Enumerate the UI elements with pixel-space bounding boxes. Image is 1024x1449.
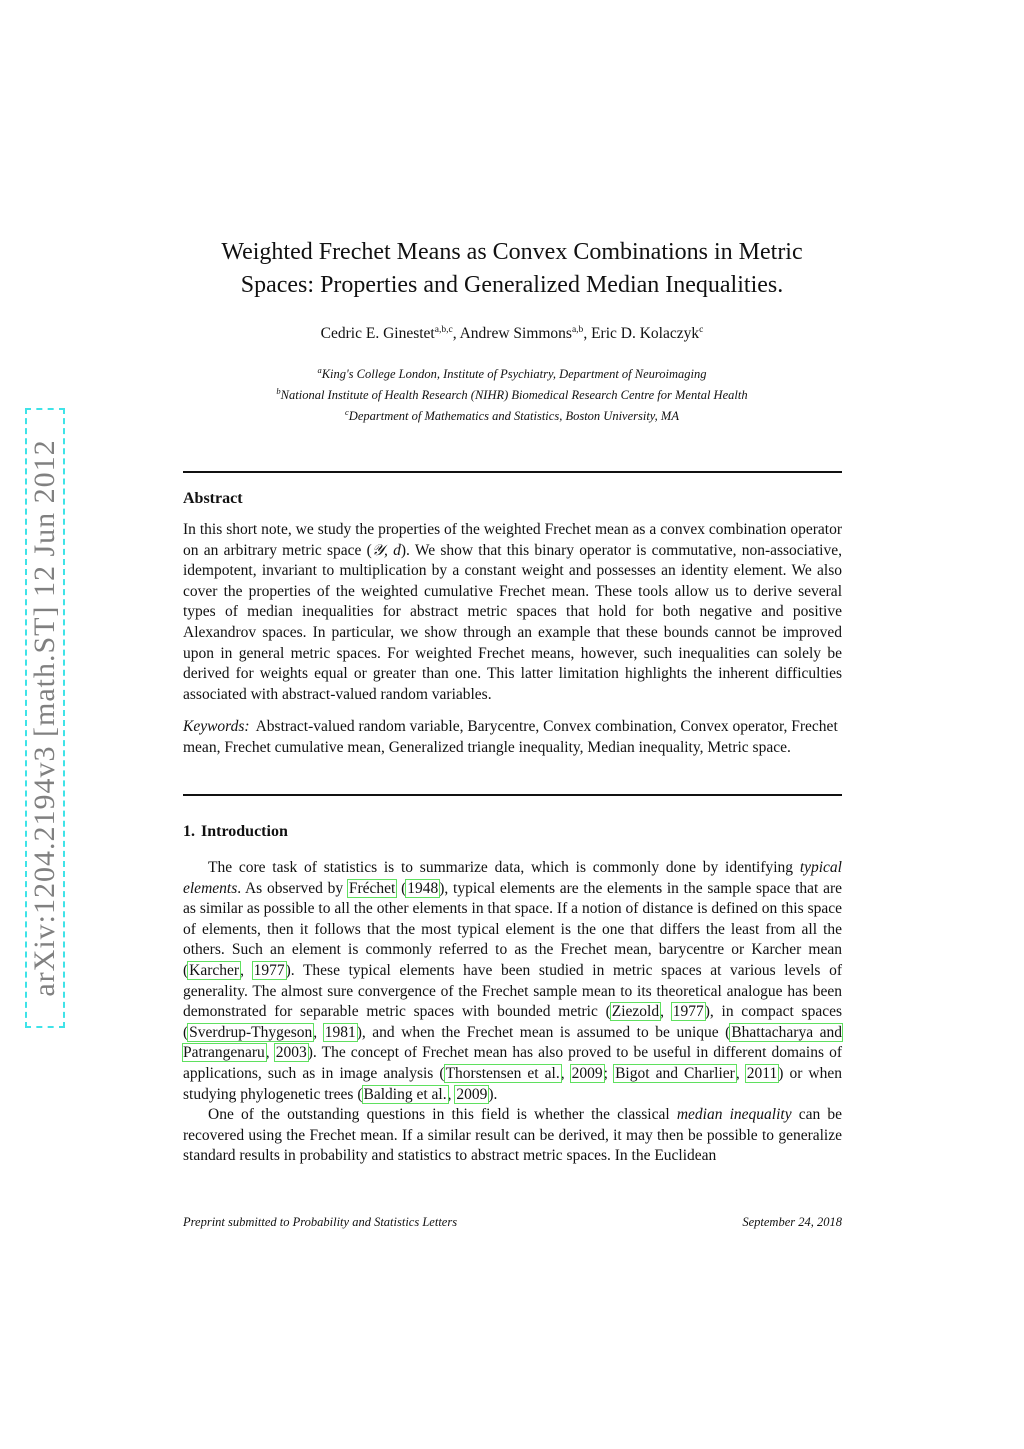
abstract-top-rule	[183, 471, 842, 473]
keywords	[183, 717, 842, 758]
author-list: Cedric E. Ginestet$^{a,b,c}$, Andrew Simmons$^{a,b}$, Eric D. Kolaczyk$^c$	[320, 325, 704, 343]
author-name: Andrew Simmons	[459, 325, 572, 343]
keywords-text: Abstract-valued random variable, Barycentre, Convex combination, Convex operator, Frechet mean, Frechet cumulative mean, Generalized triangle inequality, Median inequality, Metric space.	[183, 718, 838, 756]
citation-link[interactable]: 2003	[275, 1044, 307, 1062]
arxiv-stamp[interactable]	[25, 408, 65, 1028]
footer-date: September 24, 2018	[742, 1215, 842, 1229]
citation-link[interactable]: 2009	[571, 1064, 603, 1082]
author-affil-mark: c	[699, 325, 704, 335]
abstract-heading: Abstract	[183, 490, 243, 507]
paragraph: The core task of statistics is to summarize data, which is commonly done by identifying typical elements. As observed by Fréchet (1948), typical elements are the elements in the sample space that are as similar as possible to all the other elements in that space. If a notion of distance is defined on this space of elements, then it follows that the most typical element is the one that differs the least from all the others. Such an element is commonly referred to as the Frechet mean, barycentre or Karcher mean (Karcher, 1977). These typical elements have been studied in metric spaces at various levels of generality. The almost sure convergence of the Frechet sample mean to its theoretical analogue has been demonstrated for separable metric spaces with bounded metric (Ziezold, 1977), in compact spaces (Sverdrup-Thygeson, 1981), and when the Frechet mean is assumed to be unique (Bhattacharya and Patrangenaru, 2003). The concept of Frechet mean has also proved to be useful in different domains of applications, such as in image analysis (Thorstensen et al., 2009; Bigot and Charlier, 2011) or when studying phylogenetic trees (Balding et al., 2009).	[183, 859, 843, 1103]
author-affil-mark: a,b,c	[434, 325, 453, 335]
citation-link[interactable]: Thorstensen et al.	[445, 1064, 560, 1082]
citation-link[interactable]: Sverdrup-Thygeson	[189, 1023, 313, 1041]
abstract-bottom-rule	[183, 794, 842, 796]
citation-link[interactable]: 1981	[324, 1023, 356, 1041]
paragraph: One of the outstanding questions in this field is whether the classical median inequality can be recovered using the Frechet mean. If a similar result can be derived, it may then be possible to generalize standard results in probability and statistics to abstract metric spaces. In the Euclidean	[183, 1106, 842, 1165]
author-name: Cedric E. Ginestet	[320, 325, 435, 343]
citation-link[interactable]: Bigot and Charlier	[615, 1064, 735, 1082]
citation-link[interactable]: 1948	[407, 879, 439, 897]
citation-link[interactable]: Fréchet	[348, 879, 396, 897]
title-line-1: Weighted Frechet Means as Convex Combinations in Metric	[221, 239, 803, 265]
section-title: Introduction	[201, 823, 288, 840]
affiliation-list	[150, 362, 874, 425]
introduction-body	[183, 858, 842, 1167]
citation-link[interactable]: 2009	[456, 1085, 488, 1103]
citation-link[interactable]: Balding et al.	[363, 1085, 447, 1103]
affiliation: $^c$Department of Mathematics and Statistics, Boston University, MA	[345, 407, 679, 424]
section-number: 1.	[183, 823, 195, 840]
title-line-2: Spaces: Properties and Generalized Median Inequalities.	[240, 272, 784, 298]
author-name: Eric D. Kolaczyk	[591, 325, 700, 343]
footer-preprint-note: Preprint submitted to Probability and Statistics Letters	[183, 1215, 458, 1229]
abstract-body: In this short note, we study the properties of the weighted Frechet mean as a convex combination operator on an arbitrary metric space (𝒴, d). We show that this binary operator is commutative, non-associative, idempotent, invariant to multiplication by a constant weight and possesses an identity element. We also cover the properties of the weighted cumulative Frechet mean. These tools allow us to derive several types of median inequalities for abstract metric spaces that hold for both negative and positive Alexandrov spaces. In particular, we show through an example that these bounds cannot be improved upon in general metric spaces. For weighted Frechet means, however, such inequalities can solely be derived for weights equal or greater than one. This latter limitation highlights the inherent difficulties associated with abstract-valued random variables.	[183, 521, 842, 703]
affiliation: $^a$King's College London, Institute of Psychiatry, Department of Neuroimaging	[317, 365, 707, 382]
paper-title	[150, 236, 874, 302]
affiliation: $^b$National Institute of Health Research (NIHR) Biomedical Research Centre for Mental Health	[276, 386, 748, 403]
math-metric-space: 𝒴, d	[371, 541, 401, 559]
author-affil-mark: a,b	[571, 325, 584, 335]
citation-link[interactable]: Ziezold	[611, 1003, 660, 1021]
arxiv-identifier[interactable]: arXiv:1204.2194v3 [math.ST] 12 Jun 2012	[28, 439, 61, 997]
citation-link[interactable]: 1977	[672, 1003, 704, 1021]
citation-link[interactable]: Bhattacharya and Patrangenaru	[183, 1023, 843, 1062]
keywords-label: Keywords:	[183, 718, 250, 735]
citation-link[interactable]: 2011	[746, 1064, 778, 1082]
citation-link[interactable]: 1977	[253, 961, 285, 979]
citation-link[interactable]: Karcher	[189, 961, 240, 979]
section-heading-introduction	[183, 823, 288, 841]
